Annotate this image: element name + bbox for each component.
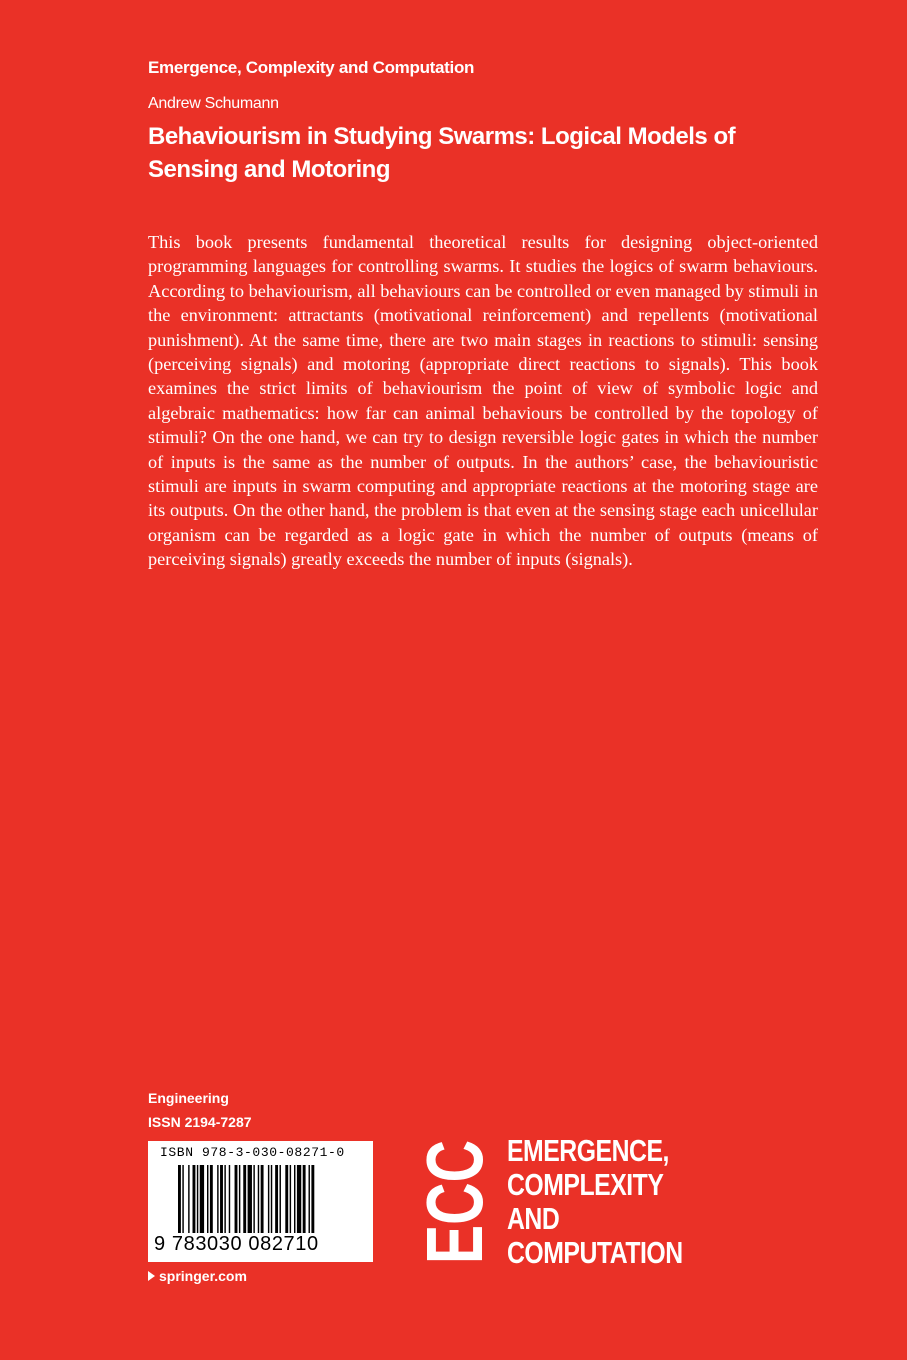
publisher-link[interactable]: [148, 1268, 247, 1284]
series-logo-line: EMERGENCE,: [507, 1133, 669, 1168]
series-logo-line: AND: [507, 1201, 560, 1236]
isbn-label: ISBN 978-3-030-08271-0: [160, 1145, 345, 1160]
arrow-right-icon: [148, 1271, 155, 1281]
series-logo-line: COMPLEXITY: [507, 1167, 664, 1202]
ecc-logo-icon: [410, 1095, 499, 1265]
author-name: Andrew Schumann: [148, 95, 279, 112]
subject-category: Engineering: [148, 1090, 229, 1106]
publisher-link-text: springer.com: [159, 1268, 247, 1284]
book-title: Behaviourism in Studying Swarms: Logical Models of Sensing and Motoring: [148, 123, 736, 183]
series-title: Emergence, Complexity and Computation: [148, 58, 475, 77]
book-description: This book presents fundamental theoretical results for designing object-oriented programming languages for controlling swarms. It studies the logics of swarm behaviours. According to behaviourism, all behaviours can be controlled or even managed by stimuli in the environment: attractants (motivational reinforcement) and repellents (motivational punishment). At the same time, there are two main stages in reactions to stimuli: sensing (perceiving signals) and motoring (appropriate direct reactions to signals). This book examines the strict limits of behaviourism the point of view of symbolic logic and algebraic mathematics: how far can animal behaviours be controlled by the topology of stimuli? On the one hand, we can try to design reversible logic gates in which the number of inputs is the same as the number of outputs. In the authors’ case, the behaviouristic stimuli are inputs in swarm computing and appropriate reactions at the motoring stage are its outputs. On the other hand, the problem is that even at the sensing stage each unicellular organism can be regarded as a logic gate in which the number of outputs (means of perceiving signals) greatly exceeds the number of inputs (signals).: [148, 232, 818, 570]
isbn-barcode: [148, 1141, 373, 1262]
barcode-digits: 9 783030 082710: [154, 1233, 319, 1255]
series-logo-line: COMPUTATION: [507, 1235, 683, 1270]
barcode-bars-icon: [178, 1165, 363, 1233]
issn-number: ISSN 2194-7287: [148, 1114, 252, 1130]
svg-text:ECC: ECC: [410, 1095, 499, 1264]
series-logo-wordmark: [507, 1134, 683, 1270]
ecc-series-logo: [410, 1095, 499, 1265]
